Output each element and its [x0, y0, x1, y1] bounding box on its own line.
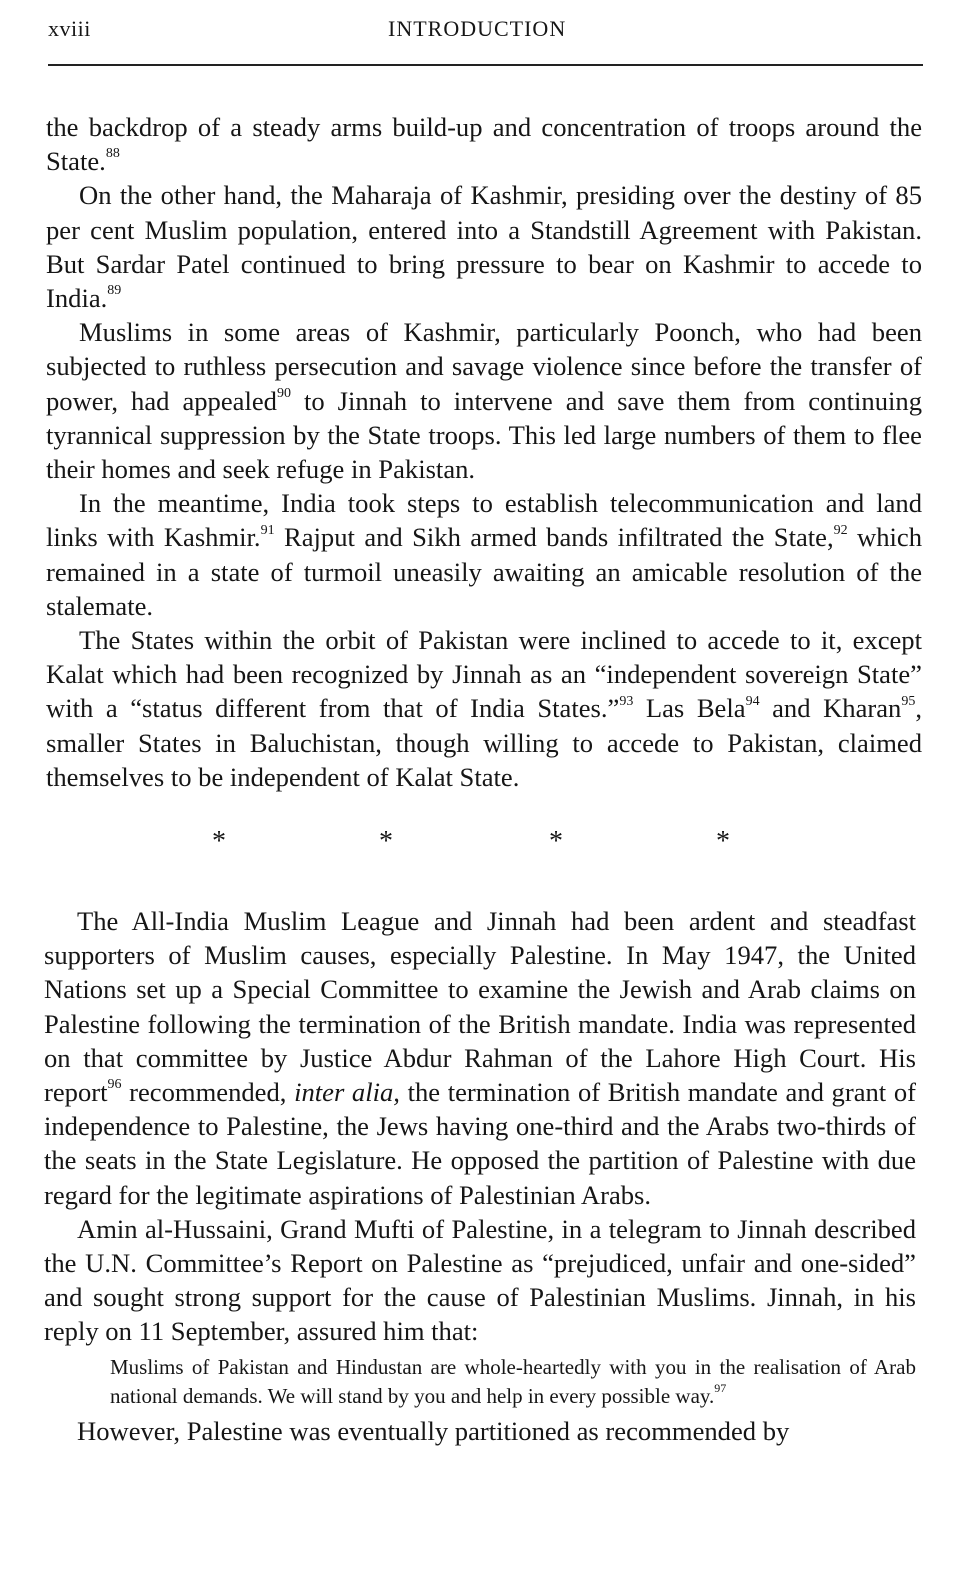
- footnote-ref: 94: [745, 693, 760, 709]
- paragraph-4: [46, 486, 922, 623]
- paragraph-text: the backdrop of a steady arms build-up and concentration of troops around the State.: [46, 112, 922, 177]
- paragraph-2: [46, 178, 922, 315]
- quote-text: Muslims of Pakistan and Hindustan are whole-heartedly with you in the realisation of Arab national demands. We will stand by you and help in every possible way.: [110, 1354, 916, 1409]
- footnote-ref: 92: [833, 522, 848, 538]
- paragraph-8: [44, 1414, 916, 1448]
- paragraph-text: In the meantime, India took steps to establish telecommunication and land links with Kashmir.: [46, 488, 922, 553]
- asterisk: *: [212, 826, 226, 857]
- italic-phrase: inter alia,: [294, 1077, 400, 1108]
- paragraph-text: On the other hand, the Maharaja of Kashmir, presiding over the destiny of 85 per cent Muslim population, entered into a Standstill Agreement with Pakistan. But Sardar Patel continued to bring pressure to bear on Kashmir to accede to India.: [46, 180, 922, 314]
- paragraph-text: and Kharan: [759, 693, 902, 724]
- footnote-ref: 93: [619, 693, 634, 709]
- paragraph-text: Las Bela: [633, 693, 746, 724]
- paragraph-3: [46, 315, 922, 486]
- section-separator: [0, 826, 968, 866]
- block-quote: [110, 1353, 916, 1412]
- paragraph-text: recommended,: [121, 1077, 295, 1108]
- running-title: INTRODUCTION: [388, 16, 567, 41]
- asterisk: *: [549, 826, 563, 857]
- paragraph-text: Amin al-Hussaini, Grand Mufti of Palestine, in a telegram to Jinnah described the U.N. Committee’s Report on Palestine as “prejudiced, unfair and one-sided” and sought strong support for the cause of Palestinian Muslims. Jinnah, in his reply on 11 September, assured him that:: [44, 1213, 916, 1347]
- paragraph-6: [44, 904, 916, 1212]
- paragraph-7: [44, 1212, 916, 1349]
- asterisk: *: [379, 826, 393, 857]
- paragraph-text: Rajput and Sikh armed bands infiltrated the State,: [274, 522, 834, 553]
- footnote-ref: 91: [260, 522, 275, 538]
- paragraph-text: the termination of British mandate and grant of independence to Palestine, the Jews having one-third and the Arabs two-thirds of the seats in the State Legislature. He opposed the partition of Palestine with due regard for the legitimate aspirations of Palestinian Arabs.: [44, 1077, 916, 1210]
- footnote-ref: 97: [714, 1381, 727, 1396]
- page-number: xviii: [48, 16, 91, 41]
- paragraph-text: , smaller States in Baluchistan, though willing to accede to Pakistan, claimed themselves to be independent of Kalat State.: [46, 693, 922, 792]
- paragraph-text: Muslims in some areas of Kashmir, particularly Poonch, who had been subjected to ruthless persecution and savage violence since before the transfer of power, had appealed: [46, 317, 922, 416]
- section-two: [44, 904, 916, 1448]
- asterisk: *: [716, 826, 730, 857]
- footnote-ref: 95: [901, 693, 916, 709]
- section-one: [46, 110, 922, 794]
- paragraph-1: [46, 110, 922, 178]
- footnote-ref: 89: [107, 283, 122, 299]
- paragraph-text: The All-India Muslim League and Jinnah had been ardent and steadfast supporters of Muslim causes, especially Palestine. In May 1947, the United Nations set up a Special Committee to examine the Jewish and Arab claims on Palestine following the termination of the British mandate. India was represented on that committee by Justice Abdur Rahman of the Lahore High Court. His report: [44, 906, 916, 1108]
- paragraph-text: However, Palestine was eventually partitioned as recommended by: [77, 1415, 790, 1446]
- paragraph-text: The States within the orbit of Pakistan were inclined to accede to it, except Kalat which had been recognized by Jinnah as an “independent sovereign State” with a “status different from that of India States.”: [46, 625, 922, 724]
- footnote-ref: 88: [105, 146, 120, 162]
- header-rule: [48, 64, 923, 66]
- paragraph-text: which remained in a state of turmoil uneasily awaiting an amicable resolution of the stalemate.: [46, 522, 923, 621]
- footnote-ref: 96: [107, 1077, 122, 1093]
- footnote-ref: 90: [276, 385, 291, 401]
- paragraph-5: [46, 623, 922, 794]
- running-head: [48, 12, 923, 42]
- paragraph-text: to Jinnah to intervene and save them from continuing tyrannical suppression by the State troops. This led large numbers of them to flee their homes and seek refuge in Pakistan.: [46, 385, 923, 485]
